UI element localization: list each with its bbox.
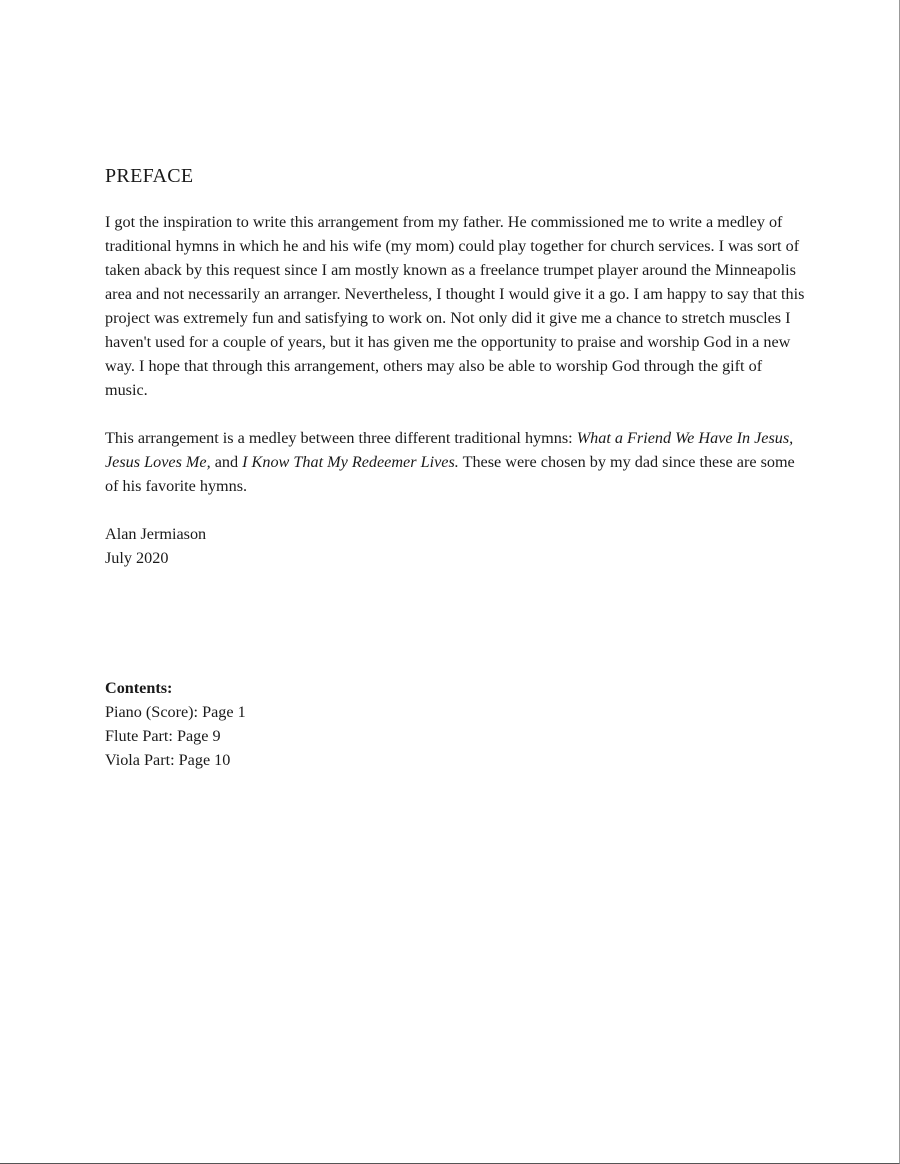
hymn-titles-1: What a Friend We Have In Jesus, Jesus Loves Me, — [105, 429, 794, 471]
contents-item-viola: Viola Part: Page 10 — [105, 751, 231, 769]
preface-title: PREFACE — [105, 165, 194, 187]
signature-block — [105, 522, 805, 570]
contents-section — [105, 676, 246, 772]
preface-section — [105, 163, 805, 570]
author-name: Alan Jermiason — [105, 525, 207, 543]
paragraph-2-intro: This arrangement is a medley between three different traditional hymns: — [105, 429, 577, 447]
preface-date: July 2020 — [105, 549, 169, 567]
preface-paragraph-2 — [105, 426, 805, 498]
contents-heading: Contents: — [105, 679, 173, 697]
paragraph-2-outro: These were chosen by my dad since these are some of his favorite hymns. — [105, 453, 795, 495]
contents-item-flute: Flute Part: Page 9 — [105, 727, 221, 745]
contents-item-piano: Piano (Score): Page 1 — [105, 703, 246, 721]
paragraph-2-and: and — [210, 453, 243, 471]
hymn-title-2: I Know That My Redeemer Lives. — [242, 453, 459, 471]
preface-paragraph-1: I got the inspiration to write this arrangement from my father. He commissioned me to write a medley of traditional hymns in which he and his wife (my mom) could play together for church services. I was sort of taken aback by this request since I am mostly known as a freelance trumpet player around the Minneapolis area and not necessarily an arranger. Nevertheless, I thought I would give it a go. I am happy to say that this project was extremely fun and satisfying to work on. Not only did it give me a chance to stretch muscles I haven't used for a couple of years, but it has given me the opportunity to praise and worship God in a new way. I hope that through this arrangement, others may also be able to worship God through the gift of music. — [105, 213, 805, 399]
